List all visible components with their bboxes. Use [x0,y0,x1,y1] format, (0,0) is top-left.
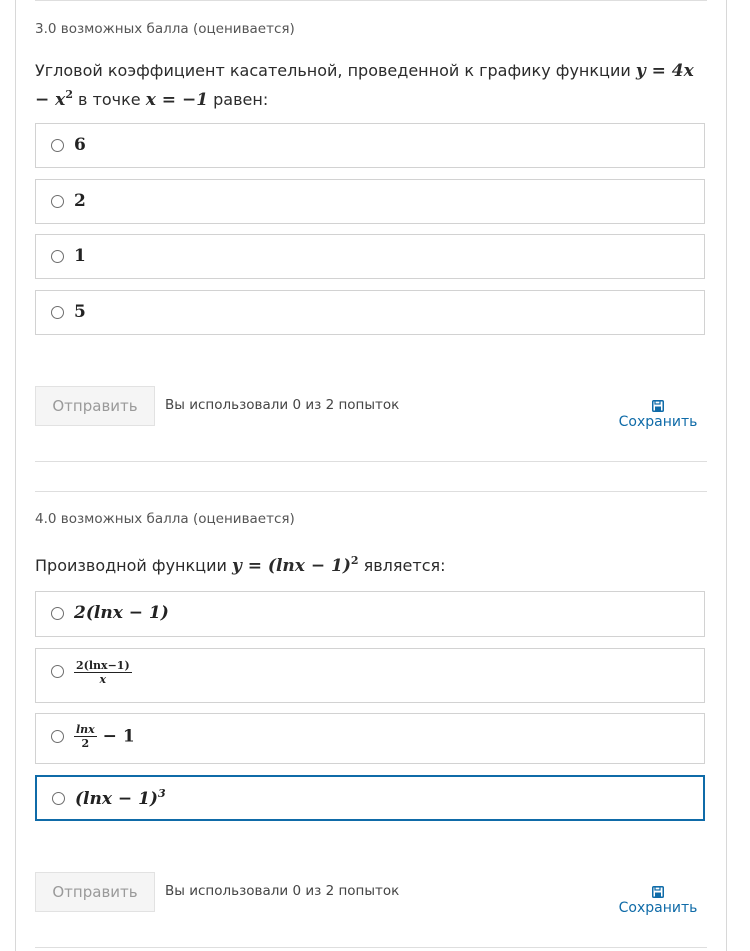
formula-exponent: 2 [65,88,73,101]
divider [35,461,707,462]
fraction-numerator: lnx [76,723,95,736]
formula-function: y = (lnx − 1) [231,556,351,576]
fraction-numerator: 2(lnx−1) [76,659,130,672]
save-button[interactable] [616,886,700,916]
question-text-part: является: [358,556,446,575]
fraction-denominator: 2 [81,737,90,750]
question-text [35,59,695,112]
formula-exponent: 2 [350,554,359,567]
option-label [74,723,135,750]
radio-icon[interactable] [52,792,65,805]
radio-icon[interactable] [51,195,64,208]
option-label [75,787,166,809]
option-label [74,659,132,686]
divider [35,491,707,492]
answer-option[interactable] [35,234,705,279]
radio-icon[interactable] [51,607,64,620]
page-edge-right [726,0,727,951]
option-label: 1 [74,246,86,266]
formula-function: y = 4x − x [35,61,694,110]
attempts-text: Вы использовали 0 из 2 попыток [165,397,400,413]
answer-option-selected[interactable] [35,775,705,821]
fraction-denominator: x [99,673,107,686]
formula-point: x = −1 [145,90,209,110]
fraction [74,723,97,750]
submit-button[interactable]: Отправить [35,386,155,426]
option-formula: (lnx − 1) [75,789,158,809]
answer-option[interactable] [35,290,705,335]
divider [35,0,707,1]
answer-option[interactable] [35,713,705,764]
attempts-text: Вы использовали 0 из 2 попыток [165,883,400,899]
question-text-part: Угловой коэффициент касательной, проведенной к графику функции [35,61,636,80]
question-text-part: равен: [208,90,269,109]
option-label: 6 [74,135,86,155]
option-label: 2(lnx − 1) [74,603,169,623]
save-label: Сохранить [618,900,698,916]
option-label: 5 [74,302,86,322]
radio-icon[interactable] [51,306,64,319]
submit-button[interactable]: Отправить [35,872,155,912]
save-label: Сохранить [618,414,698,430]
option-exponent: 3 [157,787,166,800]
floppy-disk-icon [652,886,664,898]
radio-icon[interactable] [51,665,64,678]
page-edge-left [15,0,16,951]
points-label: 4.0 возможных балла (оценивается) [35,511,295,527]
answer-option[interactable] [35,591,705,637]
option-label: 2 [74,191,86,211]
question-text-part: Производной функции [35,556,232,575]
question-text [35,549,695,578]
radio-icon[interactable] [51,730,64,743]
divider [35,947,707,948]
fraction [74,659,132,686]
answer-option[interactable] [35,648,705,703]
answer-option[interactable] [35,123,705,168]
radio-icon[interactable] [51,250,64,263]
question-text-part: в точке [72,90,146,109]
floppy-disk-icon [652,400,664,412]
option-tail: − 1 [96,726,135,747]
save-button[interactable] [616,400,700,430]
points-label: 3.0 возможных балла (оценивается) [35,21,295,37]
radio-icon[interactable] [51,139,64,152]
answer-option[interactable] [35,179,705,224]
